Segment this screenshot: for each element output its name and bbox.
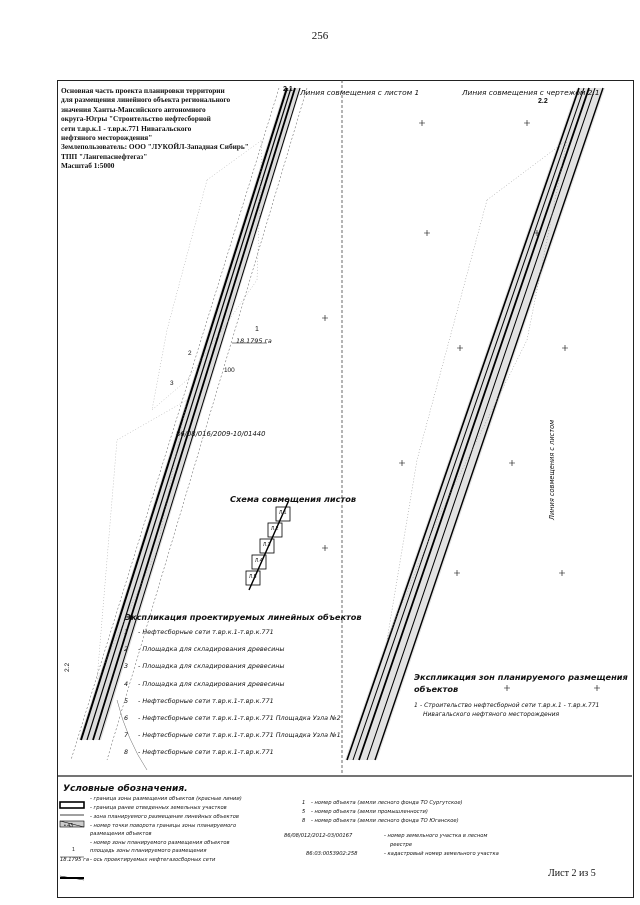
legend-item: - номер зоны планируемого размещения объектов [90,840,230,846]
map-scale: Масштаб 1:5000 [61,161,115,171]
list-item: 4 - Площадка для складирования древесины [124,679,285,688]
title-line: значения Ханты-Мансийского автономного [61,104,206,114]
scheme-sheet-label: Л.5 [249,574,257,580]
legend-register-sample: 86/08/012/2012-03/00167 [284,833,353,839]
list-item: 8 - Нефтесборные сети т.вр.к.1-т.вр.к.771 [124,748,274,757]
object-2-marker: 2 [188,350,192,357]
legend-item: - ось проектируемых нефтегазосборных сети [90,857,216,863]
explication-linear-title: Экспликация проектируемых линейных объектов [125,612,362,622]
sheet-scheme-title: Схема совмещения листов [230,494,357,504]
legend-right-list [302,800,463,827]
map-drawing [57,80,632,896]
legend-point-sample: • 43 [64,823,74,829]
area-number-label: 1 [255,326,259,333]
title-line: нефтяного месторождения" [61,133,153,143]
scheme-sheet-label: Л.4 [255,558,263,564]
title-block [61,86,293,171]
legend-register-text-2: реестре [390,842,413,848]
legend-item: - граница зоны размещения объектов (красные линии) [90,796,242,802]
title-line: для размещения линейного объекта регионального [61,95,231,105]
explication-zone-item-2: Нивагальского нефтяного месторождения [423,711,560,718]
match-line-vertical-label: Линия совмещения с листом [548,419,556,520]
sheet-number-label: Лист 2 из 5 [548,868,596,879]
legend-cadastral-text: - кадастровый номер земельного участка [384,851,499,857]
legend-item: размещения объектов [90,831,152,837]
legend-item: - граница ранее отведенных земельных участков [90,805,227,811]
object-3-marker: 3 [170,380,174,387]
scheme-sheet-label: Л.2 [271,526,279,532]
land-user: Землепользователь: ООО "ЛУКОЙЛ-Западная Сибирь" [61,142,249,152]
page-number: 256 [311,30,329,42]
list-item: 6 - Нефтесборные сети т.вр.к.1-т.вр.к.771 Площадка Узла №2 [124,713,341,722]
marker-22-left: 2.2 [64,662,71,672]
list-item: 1 - Нефтесборные сети т.вр.к.1-т.вр.к.771 [124,628,274,636]
explication-zones-title: Экспликация зон планируемого размещения [414,672,628,682]
legend-zone-area-sample: 18.1795 га [60,857,90,863]
explication-linear-list [124,628,341,766]
explication-zone-item: 1 - Строительство нефтесборной сети т.вр.к.1 - т.вр.к.771 [414,702,600,709]
legend-item: 8 - номер объекта (земли лесного фонда ТО Юганское) [302,818,459,824]
legend-title: Условные обозначения. [63,784,188,794]
legend-item: 5 - номер объекта (земли промышленности) [302,809,428,815]
legend-cadastral-sample: 86:03:0053902:258 [306,851,358,857]
match-line-drawing-label: Линия совмещения с чертежом 2.1 [462,88,600,97]
list-item: 3 - Площадка для складирования древесины [124,662,285,671]
marker-21-left: 2.1 [283,86,293,93]
pipeline-corridor-right [345,88,605,760]
marker-22-right: 2.2 [538,98,548,105]
scheme-sheet-label: Л.1 [279,510,287,516]
legend-register-text: - номер земельного участка в лесном [384,833,488,839]
area-value-label: 18.1795 га [236,337,272,345]
list-item: 2 - Площадка для складирования древесины [124,645,285,654]
match-line-sheet1-label: Линия совмещения с листом 1 [300,88,420,97]
legend-symbols [60,802,84,880]
scheme-sheet-label: Л.3 [263,542,271,548]
cadastral-label: 86/08/016/2009-10/01440 [176,430,266,438]
legend-item: - номер точки поворота границы зоны планируемого [90,823,237,829]
title-line: сети т.вр.к.1 - т.вр.к.771 Нивагальского [61,123,192,133]
list-item: 5 - Нефтесборные сети т.вр.к.1-т.вр.к.771 [124,696,274,705]
explication-zones-title-2: объектов [414,684,459,694]
tpp-name: ТПП "Лангепаснефтегаз" [61,151,148,161]
legend-zone-num-sample: 1 [72,847,75,853]
legend-item: площадь зоны планируемого размещения [90,848,207,854]
list-item: 7 - Нефтесборные сети т.вр.к.1-т.вр.к.771 Площадка Узла №1 [124,731,341,740]
legend-left-list [90,796,242,866]
legend-item: 1 - номер объекта (земли лесного фонда ТО Сургутское) [302,800,463,806]
point-100-label: 100 [224,367,235,374]
legend-item: - зона планируемого размещения линейных объектов [90,814,239,820]
title-line: Основная часть проекта планировки территории [61,86,225,95]
title-line: округа-Югры "Строительство нефтесборной [61,114,211,124]
